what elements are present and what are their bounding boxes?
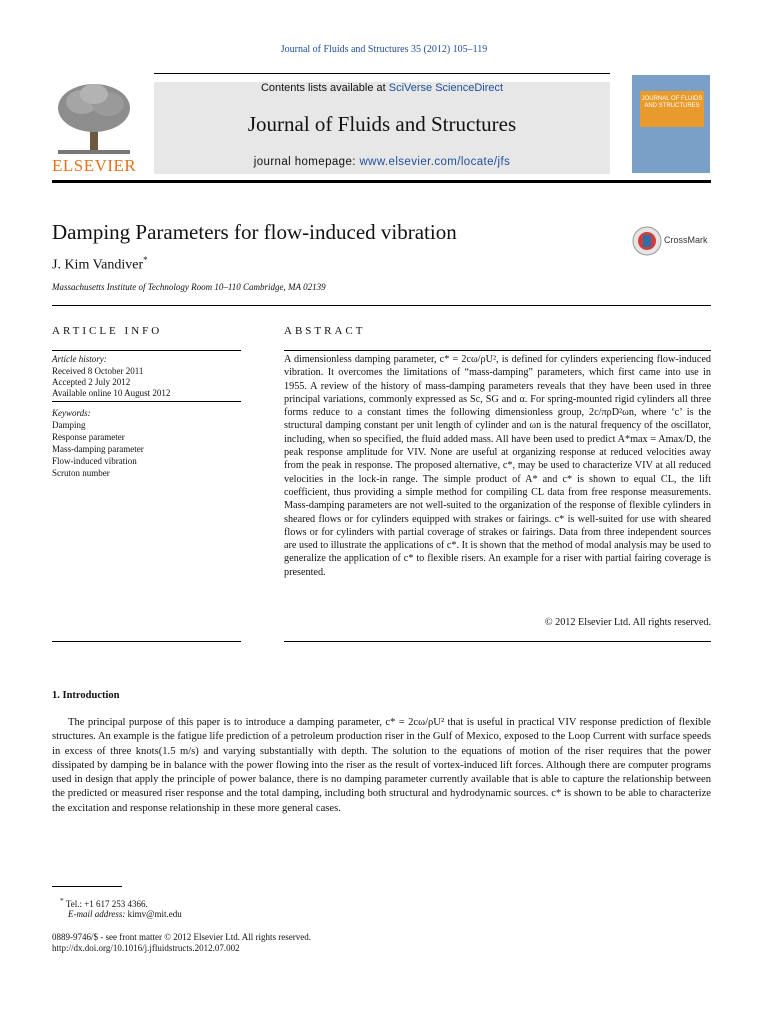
- sciencedirect-link[interactable]: SciVerse ScienceDirect: [388, 82, 504, 94]
- history-online: Available online 10 August 2012: [52, 388, 171, 398]
- introduction-text: The principal purpose of this paper is to introduce a damping parameter, c* = 2cω/ρU² that is useful in practical VIV response prediction of flexible structures. An example is the fatigue life prediction of a petroleum production riser in the Gulf of Mexico, exposed to the Loop Current with surface speeds in excess of three knots(1.5 m/s) and varying substantially with depth. The solution to the equations of motion of the riser requires that the power dissipated by damping be in balance with the power flowing into the riser as the result of vortex-induced lift forces. Although there are computer programs used in design that apply the principle of power balance, there is no damping parameter currently available that is able to capture the relationship between the predicted or measured riser response and the total damping, including both structural and hydrodynamic sources. c* is shown to be able to characterize the excitation and response relationship in these more general cases.: [52, 717, 711, 814]
- journal-title: Journal of Fluids and Structures: [247, 112, 517, 136]
- info-rule-3: [52, 641, 241, 642]
- introduction-heading: 1. Introduction: [52, 690, 120, 701]
- abstract-rule-bottom: [284, 641, 711, 642]
- keyword-item: Damping: [52, 420, 86, 430]
- abstract-heading: ABSTRACT: [284, 325, 366, 337]
- keywords-label: Keywords:: [52, 408, 91, 418]
- history-received: Received 8 October 2011: [52, 366, 144, 376]
- footnote-phone: Tel.: +1 617 253 4366.: [65, 899, 148, 909]
- homepage-link[interactable]: www.elsevier.com/locate/jfs: [359, 156, 511, 168]
- contents-line: [154, 82, 610, 94]
- footnote-rule: [52, 886, 122, 887]
- article-info-heading: ARTICLE INFO: [52, 325, 163, 337]
- keyword-item: Scruton number: [52, 468, 110, 478]
- footnote-mark: *: [60, 896, 64, 905]
- footnote-email: [68, 909, 182, 919]
- header-top-rule: [154, 73, 610, 74]
- author-footnote-mark[interactable]: *: [143, 255, 148, 265]
- doi-link[interactable]: http://dx.doi.org/10.1016/j.jfluidstructs.2012.07.002: [52, 943, 240, 953]
- journal-citation[interactable]: Journal of Fluids and Structures 35 (2012) 105–119: [280, 44, 488, 55]
- author-line: [52, 255, 148, 274]
- homepage-prefix: journal homepage:: [253, 156, 360, 168]
- journal-cover-label: JOURNAL OF FLUIDS AND STRUCTURES: [640, 91, 704, 127]
- abstract-rule-top: [284, 350, 711, 351]
- keyword-item: Flow-induced vibration: [52, 456, 137, 466]
- history-label: Article history:: [52, 354, 107, 364]
- crossmark-icon[interactable]: [632, 226, 664, 256]
- author-affiliation: Massachusetts Institute of Technology Room 10–110 Cambridge, MA 02139: [52, 282, 326, 292]
- footnote-tel: [60, 896, 148, 909]
- info-rule-1: [52, 350, 241, 351]
- issn-line: 0889-9746/$ - see front matter © 2012 Elsevier Ltd. All rights reserved.: [52, 932, 312, 942]
- article-title: Damping Parameters for flow-induced vibration: [52, 220, 457, 244]
- abstract-copyright: © 2012 Elsevier Ltd. All rights reserved.: [544, 617, 711, 628]
- journal-homepage: [154, 156, 610, 168]
- email-link[interactable]: kimv@mit.edu: [127, 909, 182, 919]
- keyword-item: Mass-damping parameter: [52, 444, 144, 454]
- header-bottom-rule: [52, 180, 711, 183]
- crossmark-label[interactable]: CrossMark: [664, 235, 708, 245]
- keyword-item: Response parameter: [52, 432, 125, 442]
- info-rule-2: [52, 401, 241, 402]
- abstract-text: A dimensionless damping parameter, c* = 2cω/ρU², is defined for cylinders experiencing flow-induced vibration. It overcomes the limitations of “mass-damping” parameters, which first came into use in 1955. A review of the history of mass-damping parameters reveals that they have been used in three principal variations, commonly expressed as Sc, SG and α. For spring-mounted rigid cylinders all three forms reduce to a constant times the following dimensionless group, 2c/πρD²ωn, where ‘c’ is the structural damping constant per unit length of cylinder and ωn is the natural frequency of the oscillator, including, when so specified, the fluid added mass. All have been used to predict A*max = Amax/D, the peak response amplitude for VIV. None are useful at organizing response at reduced velocities away from the peak in response. The proposed alternative, c*, may be used to characterize VIV at all reduced velocities in the lock-in range. The simple product of A* and c* is shown to equal CL, the lift coefficient, thus providing a simple method for compiling CL data from free response measurements. Mass-damping parameters are not well-suited to the organization of the response of flexible cylinders in sheared flows or for cylinders equipped with strakes or fairings. c* is well-suited for use with sheared flows or for cylinders with partial coverage of strakes or fairings. Data from three independent sources are used to illustrate the applications of c*. It is shown that the method of modal analysis may be used to generalize the application of c* to flexible risers. An example for a riser with partial fairing coverage is presented.: [284, 354, 711, 578]
- elsevier-tree-logo: [52, 80, 136, 156]
- title-rule: [52, 305, 711, 306]
- email-label: E-mail address:: [68, 909, 128, 919]
- contents-prefix: Contents lists available at: [260, 82, 389, 94]
- history-accepted: Accepted 2 July 2012: [52, 377, 131, 387]
- publisher-logo-text: ELSEVIER: [52, 156, 137, 175]
- author-name: J. Kim Vandiver: [52, 257, 144, 273]
